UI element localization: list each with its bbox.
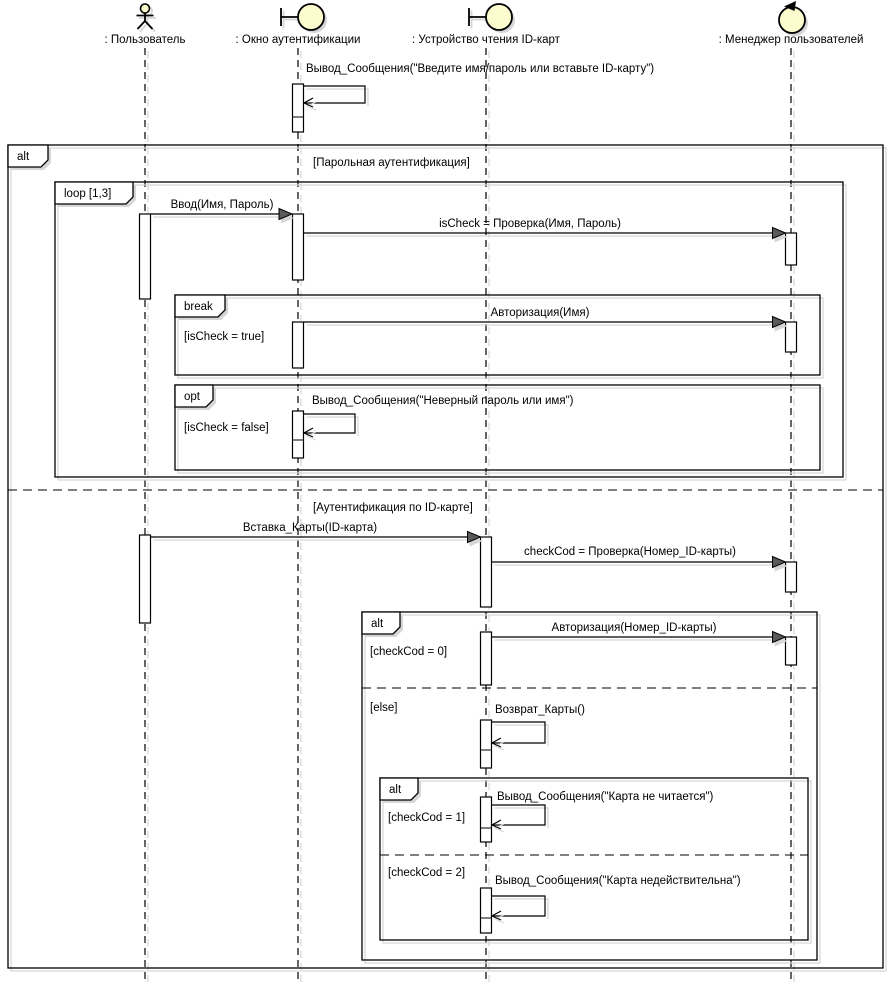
guard-idcard-auth: [Аутентификация по ID-карте] [313,502,473,514]
message-card-invalid-label: Вывод_Сообщения("Карта недействительна") [495,875,741,887]
guard-else: [else] [370,702,398,714]
guard-password-auth: [Парольная аутентификация] [313,157,470,169]
lifeline-user-manager-label: : Менеджер пользователей [718,34,864,46]
message-check-card-label: checkCod = Проверка(Номер_ID-карты) [524,546,736,558]
message-check-credentials-label: isCheck = Проверка(Имя, Пароль) [439,218,621,230]
fragment-opt-operator: opt [184,391,200,403]
message-card-invalid [492,875,741,923]
message-check-card [492,546,788,572]
message-check-credentials [304,218,788,243]
message-authorize-card [492,622,788,647]
message-card-unreadable-label: Вывод_Сообщения("Карта не читается") [497,791,714,803]
lifeline-user-manager [791,48,794,984]
message-input-credentials-label: Ввод(Имя, Пароль) [170,199,274,211]
lifeline-card-reader-label: : Устройство чтения ID-карт [412,34,560,46]
message-authorize-name [304,307,788,332]
boundary-icon [281,4,327,33]
message-show-prompt-label: Вывод_Сообщения("Введите имя/пароль или вставьте ID-карту") [306,63,655,75]
fragment-alt-outer-operator: alt [17,151,30,163]
fragment-alt-check [362,612,820,963]
message-show-prompt [304,63,655,110]
lifeline-auth-window [298,48,301,984]
message-return-card [492,704,586,750]
message-return-card-label: Возврат_Карты() [495,704,585,716]
message-insert-card-label: Вставка_Карты(ID-карта) [242,522,378,534]
guard-ischeck-true: [isCheck = true] [184,331,265,343]
message-wrong-password-label: Вывод_Сообщения("Неверный пароль или имя") [312,395,574,407]
actor-icon [137,4,157,32]
lifeline-auth-window-label: : Окно аутентификации [235,34,361,46]
message-input-credentials [151,199,295,224]
message-card-unreadable [492,791,714,832]
message-authorize-card-label: Авторизация(Номер_ID-карты) [551,622,717,634]
guard-checkcod-0: [checkCod = 0] [370,646,448,658]
message-authorize-name-label: Авторизация(Имя) [490,307,590,319]
control-icon [779,1,808,36]
guard-checkcod-2: [checkCod = 2] [388,867,466,879]
lifeline-user [145,48,148,984]
guard-checkcod-1: [checkCod = 1] [388,812,466,824]
message-insert-card [151,522,483,547]
fragment-break-operator: break [184,301,213,313]
lifeline-card-reader [486,48,489,984]
fragment-alt-code-operator: alt [389,784,402,796]
fragment-loop-operator: loop [1,3] [64,188,112,200]
guard-ischeck-false: [isCheck = false] [184,422,269,434]
lifeline-user-label: : Пользователь [104,34,186,46]
message-wrong-password [304,395,574,440]
fragment-alt-check-operator: alt [371,618,384,630]
boundary-icon [469,4,515,33]
